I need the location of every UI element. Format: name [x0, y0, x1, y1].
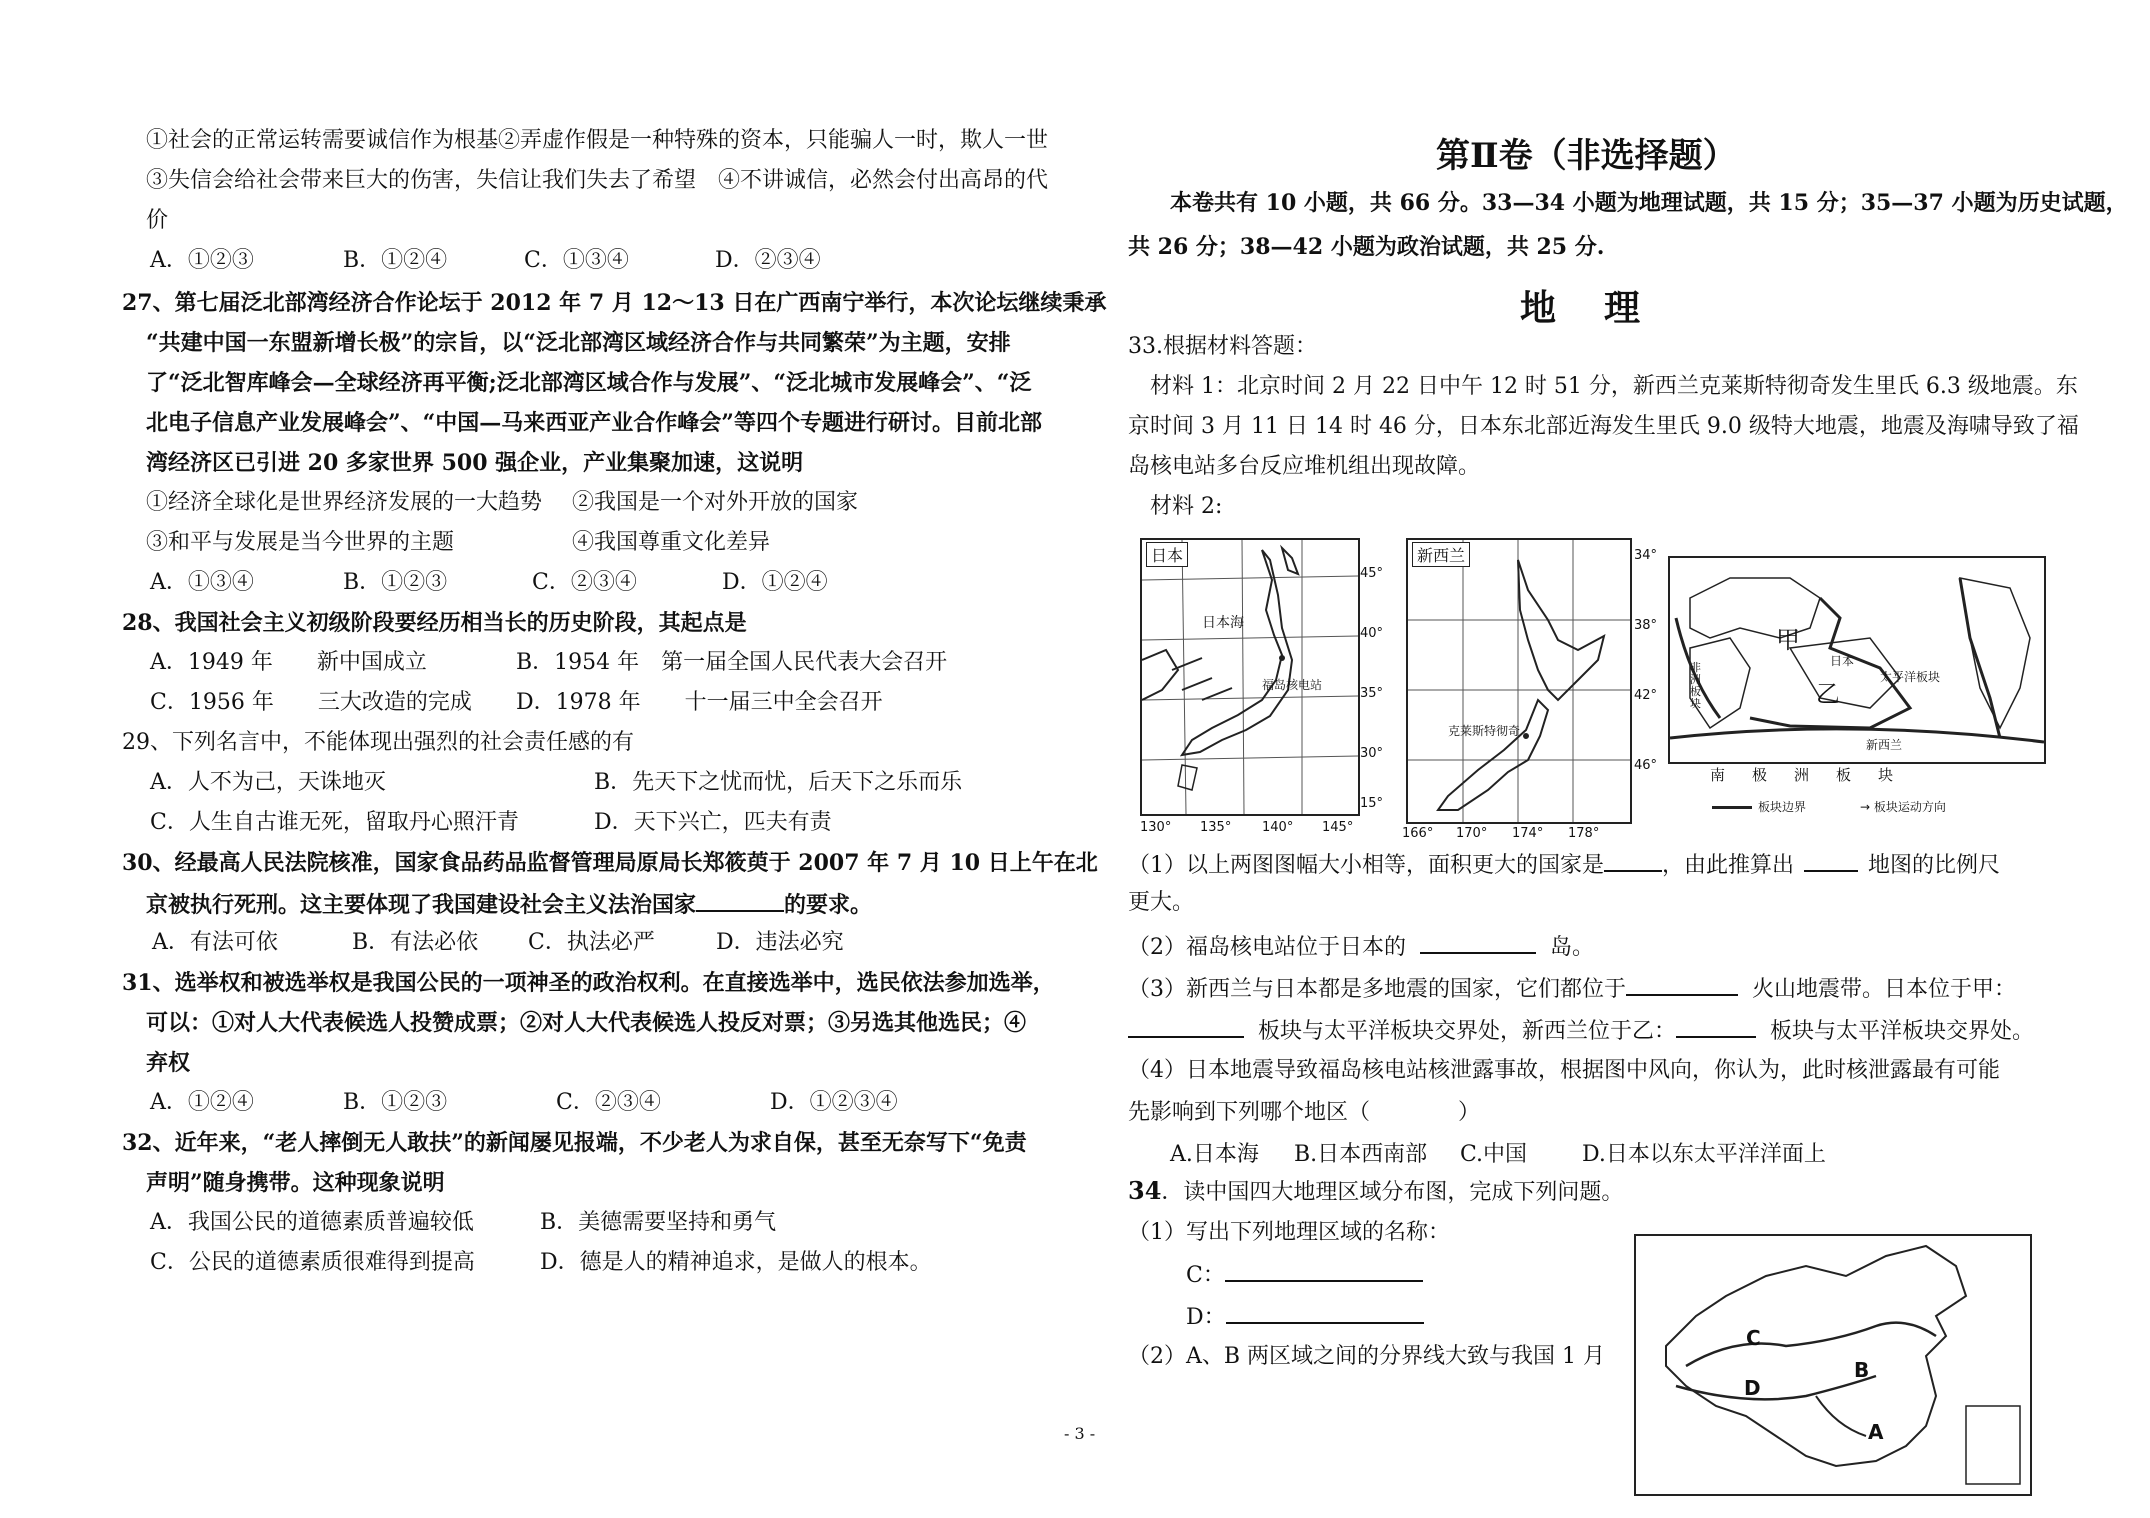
q31-option-c[interactable]: C．②③④	[556, 1090, 661, 1115]
q31-stem-line2: 可以：①对人大代表候选人投赞成票；②对人大代表候选人投反对票；③另选其他选民；④	[146, 1010, 1027, 1036]
japan-lon-tick-1: 130°	[1140, 820, 1172, 835]
q26-option-a[interactable]: A．①②③	[150, 248, 254, 273]
q26-option-c[interactable]: C．①③④	[524, 248, 629, 273]
plate-legend-boundary-text: 板块边界	[1758, 800, 1807, 814]
q33-part1-text-b: ，由此推算出	[1662, 853, 1795, 878]
q28-option-d[interactable]: D．1978 年 十一届三中全会召开	[516, 690, 883, 715]
q27-stem-line3: 了“泛北智库峰会—全球经济再平衡;泛北部湾区域合作与发展”、“泛北城市发展峰会”、“泛	[146, 370, 1032, 396]
japan-lat-tick-3: 35°	[1360, 686, 1384, 701]
q30-option-b[interactable]: B．有法必依	[352, 930, 479, 955]
plate-jia-label: 甲	[1776, 626, 1800, 654]
q26-option-d[interactable]: D．②③④	[715, 248, 821, 273]
q33-material1-line2: 京时间 3 月 11 日 14 时 46 分，日本东北部近海发生里氏 9.0 级特大地震，地震及海啸导致了福	[1128, 414, 2079, 439]
q29-option-c[interactable]: C．人生自古谁无死，留取丹心照汗青	[150, 810, 519, 835]
q27-option-d[interactable]: D．①②④	[722, 570, 828, 595]
q33-option-d[interactable]: D.日本以东太平洋洋面上	[1582, 1142, 1826, 1167]
q33-material2-label: 材料 2:	[1150, 494, 1223, 519]
nz-lon-tick-4: 178°	[1568, 826, 1600, 841]
nz-lat-tick-1: 34°	[1634, 548, 1658, 563]
q27-stem-line5: 湾经济区已引进 20 多家世界 500 强企业，产业集聚加速，这说明	[146, 450, 804, 476]
q27-stem-line2: “共建中国一东盟新增长极”的宗旨，以“泛北部湾区域经济合作与共同繁荣”为主题，安排	[146, 330, 1011, 356]
q33-option-b[interactable]: B.日本西南部	[1294, 1142, 1428, 1167]
q29-option-b[interactable]: B．先天下之忧而忧，后天下之乐而乐	[594, 770, 963, 795]
nz-lon-tick-1: 166°	[1402, 826, 1434, 841]
china-regions-map	[1634, 1234, 2032, 1496]
q33-part3-blank3[interactable]	[1676, 1014, 1756, 1038]
q34-c-blank[interactable]	[1225, 1258, 1423, 1282]
plate-legend-motion-text: 板块运动方向	[1873, 800, 1946, 814]
section-title: 第Ⅱ卷（非选择题）	[1436, 136, 1737, 176]
japan-map-title: 日本	[1146, 542, 1188, 567]
q30-option-a[interactable]: A．有法可依	[152, 930, 278, 955]
q33-part3-text-d: 板块与太平洋板块交界处。	[1770, 1019, 2035, 1044]
q32-stem-line2: 声明”随身携带。这种现象说明	[146, 1170, 445, 1196]
q28-option-b[interactable]: B．1954 年 第一届全国人民代表大会召开	[516, 650, 948, 675]
q34-c-label: C：	[1186, 1263, 1225, 1288]
q33-part1-line2: 更大。	[1128, 890, 1195, 915]
q27-option-c[interactable]: C．②③④	[532, 570, 637, 595]
q29-option-a[interactable]: A．人不为己，天诛地灭	[150, 770, 386, 795]
new-zealand-map	[1406, 538, 1632, 824]
q28-stem: 28、我国社会主义初级阶段要经历相当长的历史阶段，其起点是	[122, 610, 747, 636]
nz-lat-tick-3: 42°	[1634, 688, 1658, 703]
nz-lat-tick-4: 46°	[1634, 758, 1658, 773]
q34-d-line	[1186, 1300, 1424, 1333]
q27-statement-1: ①经济全球化是世界经济发展的一大趋势	[146, 490, 543, 515]
q31-option-a[interactable]: A．①②④	[150, 1090, 254, 1115]
plate-legend-boundary	[1712, 798, 1806, 815]
japan-lat-tick-1: 45°	[1360, 566, 1384, 581]
q31-option-b[interactable]: B．①②③	[343, 1090, 448, 1115]
q27-stem-line4: 北电子信息产业发展峰会”、“中国—马来西亚产业合作峰会”等四个专题进行研讨。目前北部	[146, 410, 1042, 436]
q26-option-b[interactable]: B．①②④	[343, 248, 448, 273]
q31-option-d[interactable]: D．①②③④	[770, 1090, 898, 1115]
motion-arrow-icon: →	[1860, 800, 1874, 814]
japan-lat-tick-5: 15°	[1360, 796, 1384, 811]
q31-stem-line1: 31、选举权和被选举权是我国公民的一项神圣的政治权利。在直接选举中，选民依法参加选举，	[122, 970, 1055, 996]
region-label-a: A	[1868, 1420, 1884, 1444]
q32-option-d[interactable]: D．德是人的精神追求，是做人的根本。	[540, 1250, 932, 1275]
christchurch-label: 克莱斯特彻奇	[1448, 724, 1521, 738]
q30-stem-text-b: 的要求。	[784, 892, 873, 918]
plate-map	[1668, 556, 2046, 764]
q27-statement-4: ④我国尊重文化差异	[572, 530, 771, 555]
q27-option-a[interactable]: A．①③④	[150, 570, 254, 595]
q31-stem-line3: 弃权	[146, 1050, 191, 1076]
japan-sea-label: 日本海	[1202, 615, 1244, 631]
plate-nz-label: 新西兰	[1866, 738, 1903, 752]
q32-option-a[interactable]: A．我国公民的道德素质普遍较低	[150, 1210, 474, 1235]
q26-stem-line1: ①社会的正常运转需要诚信作为根基②弄虚作假是一种特殊的资本，只能骗人一时，欺人一世	[146, 128, 1049, 153]
q26-stem-line2: ③失信会给社会带来巨大的伤害，失信让我们失去了希望 ④不讲诚信，必然会付出高昂的代	[146, 168, 1049, 193]
region-label-c: C	[1746, 1326, 1761, 1350]
q30-option-c[interactable]: C．执法必严	[528, 930, 655, 955]
q33-part2-text-a: （2）福岛核电站位于日本的	[1128, 935, 1406, 960]
q32-stem-line1: 32、近年来，“老人摔倒无人敢扶”的新闻屡见报端，不少老人为求自保，甚至无奈写下“免责	[122, 1130, 1027, 1156]
q32-option-b[interactable]: B．美德需要坚持和勇气	[540, 1210, 777, 1235]
q33-option-c[interactable]: C.中国	[1460, 1142, 1528, 1167]
q34-stem-text: ．读中国四大地理区域分布图，完成下列问题。	[1161, 1180, 1624, 1205]
q27-statement-2: ②我国是一个对外开放的国家	[572, 490, 859, 515]
nz-map-title: 新西兰	[1412, 542, 1470, 567]
q33-part1-text-c: 地图的比例尺	[1868, 853, 2001, 878]
q32-option-c[interactable]: C．公民的道德素质很难得到提高	[150, 1250, 475, 1275]
q34-d-blank[interactable]	[1226, 1300, 1424, 1324]
japan-lon-tick-2: 135°	[1200, 820, 1232, 835]
q33-part1-text-a: （1）以上两图图幅大小相等，面积更大的国家是	[1128, 853, 1604, 878]
q33-part3-text-c: 板块与太平洋板块交界处，新西兰位于乙：	[1258, 1019, 1677, 1044]
japan-lat-tick-4: 30°	[1360, 746, 1384, 761]
q33-part3-blank1[interactable]	[1626, 972, 1738, 996]
nz-lat-tick-2: 38°	[1634, 618, 1658, 633]
q33-part2	[1128, 930, 1594, 963]
q33-material1-line1: 材料 1：北京时间 2 月 22 日中午 12 时 51 分，新西兰克莱斯特彻奇发生里氏 6.3 级地震。东	[1150, 374, 2078, 399]
pacific-plate-label: 太平洋板块	[1880, 670, 1941, 684]
japan-lon-tick-4: 145°	[1322, 820, 1354, 835]
nz-lon-tick-3: 174°	[1512, 826, 1544, 841]
q30-stem-text-a: 京被执行死刑。这主要体现了我国建设社会主义法治国家	[146, 892, 697, 918]
plate-japan-label: 日本	[1830, 654, 1855, 668]
plate-legend-motion	[1860, 798, 1946, 815]
q34-number: 34	[1128, 1176, 1162, 1205]
region-label-d: D	[1744, 1376, 1761, 1400]
q33-part1-blank1[interactable]	[1604, 848, 1662, 872]
q33-stem: 33.根据材料答题：	[1128, 334, 1317, 359]
plate-yi-label: 乙	[1816, 680, 1840, 708]
section-intro-line2: 共 26 分；38—42 小题为政治试题，共 25 分.	[1128, 234, 1605, 260]
q29-stem: 29、下列名言中，不能体现出强烈的社会责任感的有	[122, 730, 634, 755]
q33-part1-line1	[1128, 848, 2000, 881]
subject-heading: 地理	[1520, 287, 1689, 329]
q33-part3-text-b: 火山地震带。日本位于甲：	[1752, 977, 2017, 1002]
q26-stem-line3: 价	[146, 208, 169, 233]
q27-statement-3: ③和平与发展是当今世界的主题	[146, 530, 455, 555]
q33-part2-blank[interactable]	[1420, 930, 1536, 954]
african-plate-label: 非洲板块	[1690, 661, 1701, 710]
antarctic-plate-label: 南 极 洲 板 块	[1710, 766, 1900, 784]
q33-part3-text-a: （3）新西兰与日本都是多地震的国家，它们都位于	[1128, 977, 1626, 1002]
q33-material1-line3: 岛核电站多台反应堆机组出现故障。	[1128, 454, 1481, 479]
q34-stem	[1128, 1176, 1623, 1208]
plate-map-drawing	[1670, 558, 2044, 762]
q33-part1-blank2[interactable]	[1804, 848, 1858, 872]
q27-option-b[interactable]: B．①②③	[343, 570, 448, 595]
china-map-drawing	[1636, 1236, 2030, 1494]
nz-lon-tick-2: 170°	[1456, 826, 1488, 841]
q34-part2: （2）A、B 两区域之间的分界线大致与我国 1 月	[1128, 1344, 1606, 1369]
japan-map	[1140, 538, 1360, 816]
q30-stem-line1: 30、经最高人民法院核准，国家食品药品监督管理局原局长郑筱萸于 2007 年 7 月 10 日上午在北	[122, 850, 1098, 876]
q30-stem-line2	[146, 888, 872, 920]
q33-option-a[interactable]: A.日本海	[1170, 1142, 1259, 1167]
q28-option-c[interactable]: C．1956 年 三大改造的完成	[150, 690, 472, 715]
q34-d-label: D：	[1186, 1305, 1226, 1330]
q33-part4-line1: （4）日本地震导致福岛核电站核泄露事故，根据图中风向，你认为，此时核泄露最有可能	[1128, 1058, 2001, 1083]
page-number: - 3 -	[1064, 1424, 1096, 1443]
nz-map-drawing	[1408, 540, 1630, 822]
q33-part3-line1	[1128, 972, 2016, 1005]
japan-map-drawing	[1142, 540, 1358, 814]
q30-option-d[interactable]: D．违法必究	[716, 930, 844, 955]
q33-part3-line2	[1128, 1014, 2034, 1047]
q33-part3-blank2[interactable]	[1128, 1014, 1244, 1038]
q34-part1: （1）写出下列地理区域的名称：	[1128, 1220, 1450, 1245]
q33-part4-line2: 先影响到下列哪个地区（ ）	[1128, 1100, 1481, 1125]
q34-c-line	[1186, 1258, 1423, 1291]
q27-stem-line1: 27、第七届泛北部湾经济合作论坛于 2012 年 7 月 12～13 日在广西南宁举行，本次论坛继续秉承	[122, 290, 1107, 316]
region-label-b: B	[1854, 1358, 1870, 1382]
q29-option-d[interactable]: D．天下兴亡，匹夫有责	[594, 810, 832, 835]
section-intro-line1: 本卷共有 10 小题，共 66 分。33—34 小题为地理试题，共 15 分；35—37 小题为历史试题，	[1170, 190, 2128, 216]
japan-lat-tick-2: 40°	[1360, 626, 1384, 641]
fukushima-plant-label: 福岛核电站	[1262, 678, 1323, 692]
boundary-line-icon	[1712, 806, 1752, 809]
q28-option-a[interactable]: A．1949 年 新中国成立	[150, 650, 427, 675]
q30-answer-blank[interactable]	[696, 888, 784, 912]
japan-lon-tick-3: 140°	[1262, 820, 1294, 835]
q33-part2-text-b: 岛。	[1550, 935, 1595, 960]
